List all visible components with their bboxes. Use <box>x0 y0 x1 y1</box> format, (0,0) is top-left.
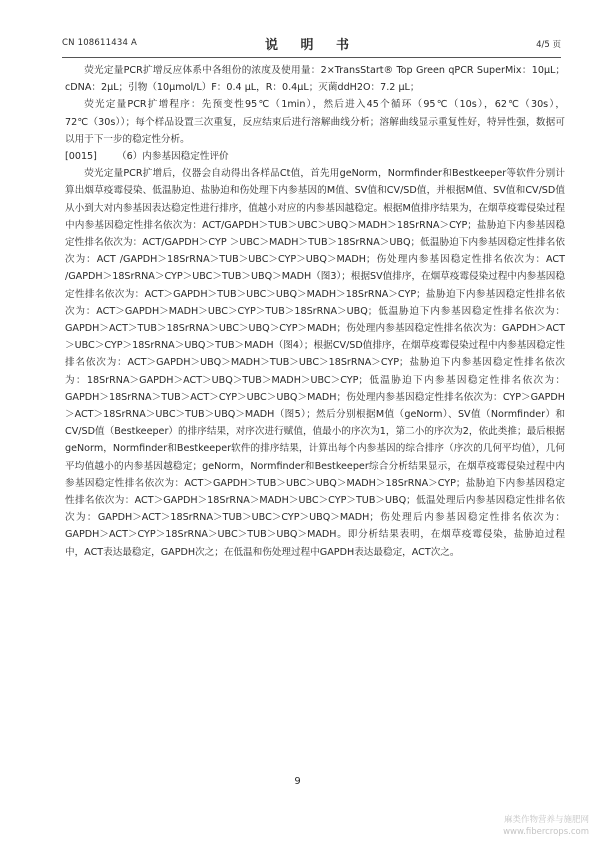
document-body <box>65 62 565 561</box>
paragraph-number: [0015] <box>65 151 97 163</box>
paragraph-pcr-program: 荧光定量PCR扩增程序：先预变性95℃（1min），然后进入45个循环（95℃（10s），62℃（30s），72℃（30s））；每个样品设置三次重复，反应结束后进行溶解曲线分析；溶解曲线显示重复性好，特异性强，数据可以用于下一步的稳定性分析。 <box>65 99 565 145</box>
watermark-url: www.fibercrops.com <box>503 827 589 837</box>
patent-number: CN 108611434 A <box>62 38 137 48</box>
watermark-name: 麻类作物营养与施肥网 <box>503 815 589 825</box>
paragraph-reaction-system: 荧光定量PCR扩增反应体系中各组份的浓度及使用量：2×TransStart® Top Green qPCR SuperMix：10μL；cDNA：2μL；引物（10μmol/L）F：0.4 μL，R：0.4μL；灭菌ddH2O：7.2 μL； <box>65 65 565 94</box>
paragraph-stability-analysis: 荧光定量PCR扩增后，仪器会自动得出各样品Ct值，首先用geNorm，Normfinder和Bestkeeper等软件分别计算出烟草疫霉侵染、低温胁迫、盐胁迫和伤处理下内参基因的M值、SV值和CV/SD值，并根据M值、SV值和CV/SD值从小到大对内参基因表达稳定性进行排序，值越小对应的内参基因越稳定。根据M值排序结果为，在烟草疫霉侵染过程中内参基因稳定性排名依次为：ACT/GAPDH＞TUB＞UBC＞UBQ＞MADH＞18SrRNA＞CYP；盐胁迫下内参基因稳定性排名依次为：ACT/GAPDH＞CYP ＞UBC＞MADH＞TUB＞18SrRNA＞UBQ；低温胁迫下内参基因稳定性排名依次为：ACT /GAPDH＞18SrRNA＞TUB＞UBC＞CYP＞UBQ＞MADH；伤处理内参基因稳定性排名依次为：ACT /GAPDH＞18SrRNA＞CYP＞UBC＞TUB＞UBQ＞MADH（图3）；根据SV值排序，在烟草疫霉侵染过程中内参基因稳定性排名依次为：ACT＞GAPDH＞TUB＞UBC＞UBQ＞MADH＞18SrRNA＞CYP；盐胁迫下内参基因稳定性排名依次为：ACT＞GAPDH＞MADH＞UBC＞CYP＞TUB＞18SrRNA＞UBQ；低温胁迫下内参基因稳定性排名依次为：GAPDH＞ACT＞TUB＞18SrRNA＞UBC＞UBQ＞CYP＞MADH；伤处理内参基因稳定性排名依次为：GAPDH＞ACT＞UBC＞CYP＞18SrRNA＞UBQ＞TUB＞MADH（图4）；根据CV/SD值排序，在烟草疫霉侵染过程中内参基因稳定性排名依次为：ACT＞GAPDH＞UBQ＞MADH＞TUB＞UBC＞18SrRNA＞CYP；盐胁迫下内参基因稳定性排名依次为：18SrRNA＞GAPDH＞ACT＞UBQ＞TUB＞MADH＞UBC＞CYP；低温胁迫下内参基因稳定性排名依次为：GAPDH＞18SrRNA＞TUB＞ACT＞CYP＞UBC＞UBQ＞MADH；伤处理内参基因稳定性排名依次为：CYP＞GAPDH＞ACT＞18SrRNA＞UBC＞TUB＞UBQ＞MADH（图5）；然后分别根据M值（geNorm）、SV值（Normfinder）和CV/SD值（Bestkeeper）的排序结果，对序次进行赋值，值最小的序次为1，第二小的序次为2，依此类推；最后根据geNorm，Normfinder和Bestkeeper软件的排序结果，计算出每个内参基因的综合排序（序次的几何平均值），几何平均值越小的内参基因越稳定；geNorm，Normfinder和Bestkeeper综合分析结果显示，在烟草疫霉侵染过程中内参基因稳定性排名依次为：ACT＞GAPDH＞TUB＞UBC＞UBQ＞MADH＞18SrRNA＞CYP；盐胁迫下内参基因稳定性排名依次为：ACT＞GAPDH＞18SrRNA＞MADH＞UBC＞CYP＞TUB＞UBQ；低温处理后内参基因稳定性排名依次为：GAPDH＞ACT＞18SrRNA＞TUB＞UBC＞CYP＞UBQ＞MADH；伤处理后内参基因稳定性排名依次为：GAPDH＞ACT＞CYP＞18SrRNA＞UBC＞TUB＞UBQ＞MADH。即分析结果表明，在烟草疫霉侵染，盐胁迫过程中，ACT表达最稳定，GAPDH次之；在低温和伤处理过程中GAPDH表达最稳定，ACT次之。 <box>65 168 565 558</box>
section-heading-row <box>65 148 565 165</box>
section-heading: （6）内参基因稳定性评价 <box>117 151 229 163</box>
page-number: 9 <box>294 776 301 787</box>
site-watermark <box>503 814 589 838</box>
header-divider <box>62 57 561 58</box>
document-title: 说 明 书 <box>264 38 359 53</box>
page-indicator: 4/5 页 <box>536 40 561 50</box>
page-header <box>62 34 561 54</box>
